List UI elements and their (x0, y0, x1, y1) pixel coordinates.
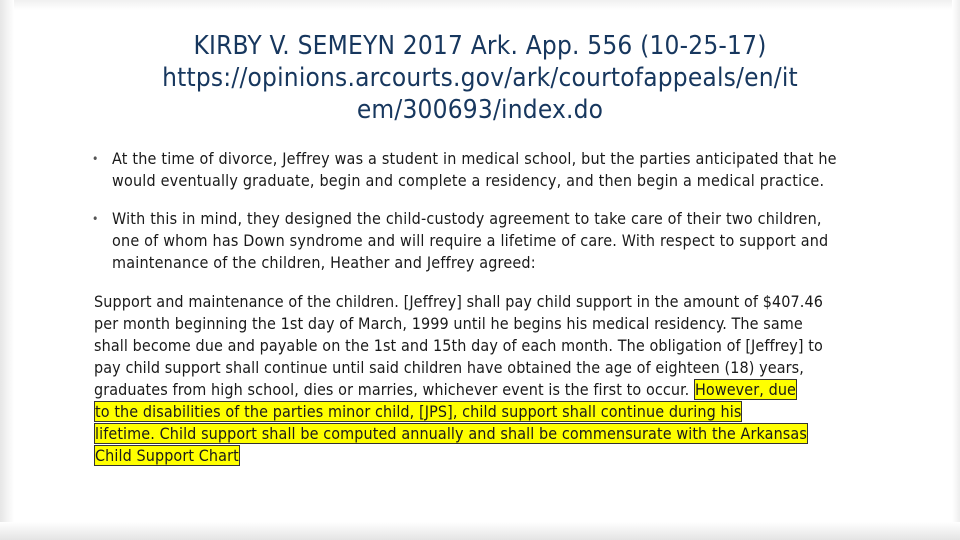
bullet-item (92, 148, 948, 192)
quote-line-highlighted (94, 401, 944, 423)
quote-line-highlighted (94, 423, 944, 445)
bullet-text-line: maintenance of the children, Heather and Jeffrey agreed: (112, 253, 536, 272)
bullet-text-line: would eventually graduate, begin and complete a residency, and then begin a medical practice. (112, 171, 825, 190)
slide-title (80, 30, 880, 126)
quote-line: pay child support shall continue until said children have obtained the age of eighteen (18) years, (94, 358, 804, 377)
bullet-text-line: At the time of divorce, Jeffrey was a student in medical school, but the parties anticipated that he (112, 149, 837, 168)
quote-line-highlighted (94, 445, 944, 467)
slide-frame-right (952, 0, 960, 540)
agreement-quote (94, 291, 944, 467)
quote-line-text: graduates from high school, dies or marries, whichever event is the first to occur. (94, 380, 690, 399)
slide-frame-bottom (0, 522, 960, 540)
quote-line: per month beginning the 1st day of March, 1999 until he begins his medical residency. The same (94, 314, 803, 333)
highlighted-text: lifetime. Child support shall be computed annually and shall be commensurate with the Arkansas (95, 424, 807, 443)
slide-frame-top (0, 0, 960, 10)
bullet-marker: • (92, 152, 99, 166)
bullet-list (92, 148, 948, 274)
title-line-url[interactable]: https://opinions.arcourts.gov/ark/courtofappeals/en/it (162, 63, 798, 93)
quote-line: shall become due and payable on the 1st and 15th day of each month. The obligation of [Jeffrey] to (94, 336, 823, 355)
bullet-text-line: With this in mind, they designed the child-custody agreement to take care of their two children, (112, 209, 822, 228)
quote-line-with-highlight (94, 379, 944, 401)
highlighted-text: Child Support Chart (95, 446, 239, 465)
title-line-case: KIRBY V. SEMEYN 2017 Ark. App. 556 (10-25-17) (193, 31, 767, 61)
quote-line: Support and maintenance of the children. [Jeffrey] shall pay child support in the amount of $407.46 (94, 292, 823, 311)
bullet-item (92, 208, 948, 274)
title-line-url-continued[interactable]: em/300693/index.do (356, 95, 604, 125)
bullet-marker: • (92, 212, 99, 226)
highlighted-text: to the disabilities of the parties minor child, [JPS], child support shall continue during his (95, 402, 742, 421)
bullet-text-line: one of whom has Down syndrome and will require a lifetime of care. With respect to support and (112, 231, 829, 250)
highlighted-text: However, due (695, 380, 797, 399)
slide-frame-left (0, 0, 14, 540)
